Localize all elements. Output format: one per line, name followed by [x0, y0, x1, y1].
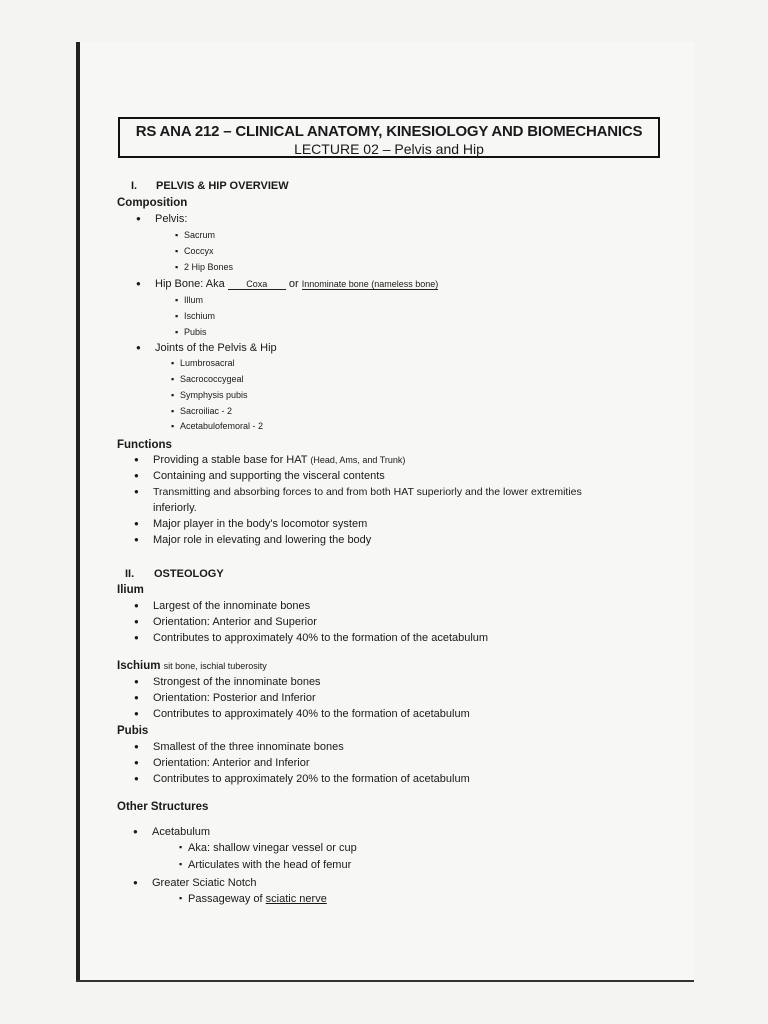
pubis-item: ● Contributes to approximately 20% to the formation of acetabulum	[153, 773, 470, 785]
function-item: ● Containing and supporting the visceral contents	[153, 470, 385, 482]
section-1-numeral: I.	[131, 180, 138, 192]
hip-bone-item: ▪ Pubis	[184, 327, 207, 337]
title-box	[118, 117, 660, 158]
section-2-numeral: II.	[125, 568, 135, 580]
ischium-item: ● Strongest of the innominate bones	[153, 676, 321, 688]
joint-item: ▪ Acetabulofemoral - 2	[180, 421, 263, 431]
ischium-item: ● Contributes to approximately 40% to the formation of acetabulum	[153, 708, 470, 720]
sciatic-nerve-text: sciatic nerve	[265, 893, 327, 905]
section-1-heading: PELVIS & HIP OVERVIEW	[156, 180, 289, 192]
ilium-heading: Ilium	[117, 584, 144, 596]
pelvis-item: ▪ 2 Hip Bones	[184, 262, 233, 272]
ischium-heading-text: Ischium	[117, 660, 161, 672]
joint-item: ▪ Sacrococcygeal	[180, 374, 244, 384]
pubis-item: ● Smallest of the three innominate bones	[153, 741, 344, 753]
pubis-item: ● Orientation: Anterior and Inferior	[153, 757, 310, 769]
joint-item: ▪ Sacroiliac - 2	[180, 406, 232, 416]
function-item: ● Major role in elevating and lowering the body	[153, 534, 371, 546]
acetabulum-subitem: ▪ Articulates with the head of femur	[188, 859, 351, 871]
page-bottom-edge	[76, 980, 694, 982]
ilium-item: ● Largest of the innominate bones	[153, 600, 310, 612]
ischium-note: sit bone, ischial tuberosity	[163, 661, 267, 671]
hip-bone-item: ▪ Illum	[184, 295, 203, 305]
joint-item: ▪ Symphysis pubis	[180, 390, 248, 400]
ilium-item: ● Orientation: Anterior and Superior	[153, 616, 317, 628]
pubis-heading: Pubis	[117, 725, 149, 737]
functions-heading: Functions	[117, 439, 172, 451]
ischium-heading	[117, 660, 267, 672]
hip-bone-aka-coxa: Coxa	[228, 279, 286, 290]
function-item-continued: inferiorly.	[153, 502, 197, 514]
function-item-text: Providing a stable base for HAT	[153, 454, 308, 466]
pelvis-item: ▪ Sacrum	[184, 230, 215, 240]
section-2-heading: OSTEOLOGY	[154, 568, 224, 580]
document-title: RS ANA 212 – CLINICAL ANATOMY, KINESIOLOGY AND BIOMECHANICS	[135, 123, 643, 140]
hip-bone-label	[155, 278, 438, 290]
ilium-item: ● Contributes to approximately 40% to the formation of the acetabulum	[153, 632, 488, 644]
acetabulum-subitem: ▪ Aka: shallow vinegar vessel or cup	[188, 842, 357, 854]
joints-label: ● Joints of the Pelvis & Hip	[155, 342, 277, 354]
pelvis-label: ● Pelvis:	[155, 213, 187, 225]
sciatic-notch-subitem	[188, 893, 327, 905]
joint-item: ▪ Lumbrosacral	[180, 358, 235, 368]
hip-bone-item: ▪ Ischium	[184, 311, 215, 321]
function-item	[153, 454, 405, 466]
sciatic-notch-item: ● Greater Sciatic Notch	[152, 877, 257, 889]
pelvis-item: ▪ Coccyx	[184, 246, 214, 256]
acetabulum-item: ● Acetabulum	[152, 826, 210, 838]
sciatic-notch-prefix: Passageway of	[188, 893, 263, 905]
other-structures-heading: Other Structures	[117, 801, 209, 813]
lecture-subtitle: LECTURE 02 – Pelvis and Hip	[294, 141, 484, 157]
function-item: ● Major player in the body's locomotor system	[153, 518, 367, 530]
function-item-note: (Head, Ams, and Trunk)	[310, 455, 406, 465]
hip-bone-aka-innominate: Innominate bone (nameless bone)	[301, 279, 439, 289]
hip-bone-or: or	[288, 278, 299, 290]
ischium-item: ● Orientation: Posterior and Inferior	[153, 692, 316, 704]
function-item: ● Transmitting and absorbing forces to and from both HAT superiorly and the lower extremities	[153, 486, 582, 498]
page-left-edge	[76, 42, 80, 980]
composition-heading: Composition	[117, 197, 188, 209]
hip-bone-prefix: Hip Bone: Aka	[155, 278, 225, 290]
